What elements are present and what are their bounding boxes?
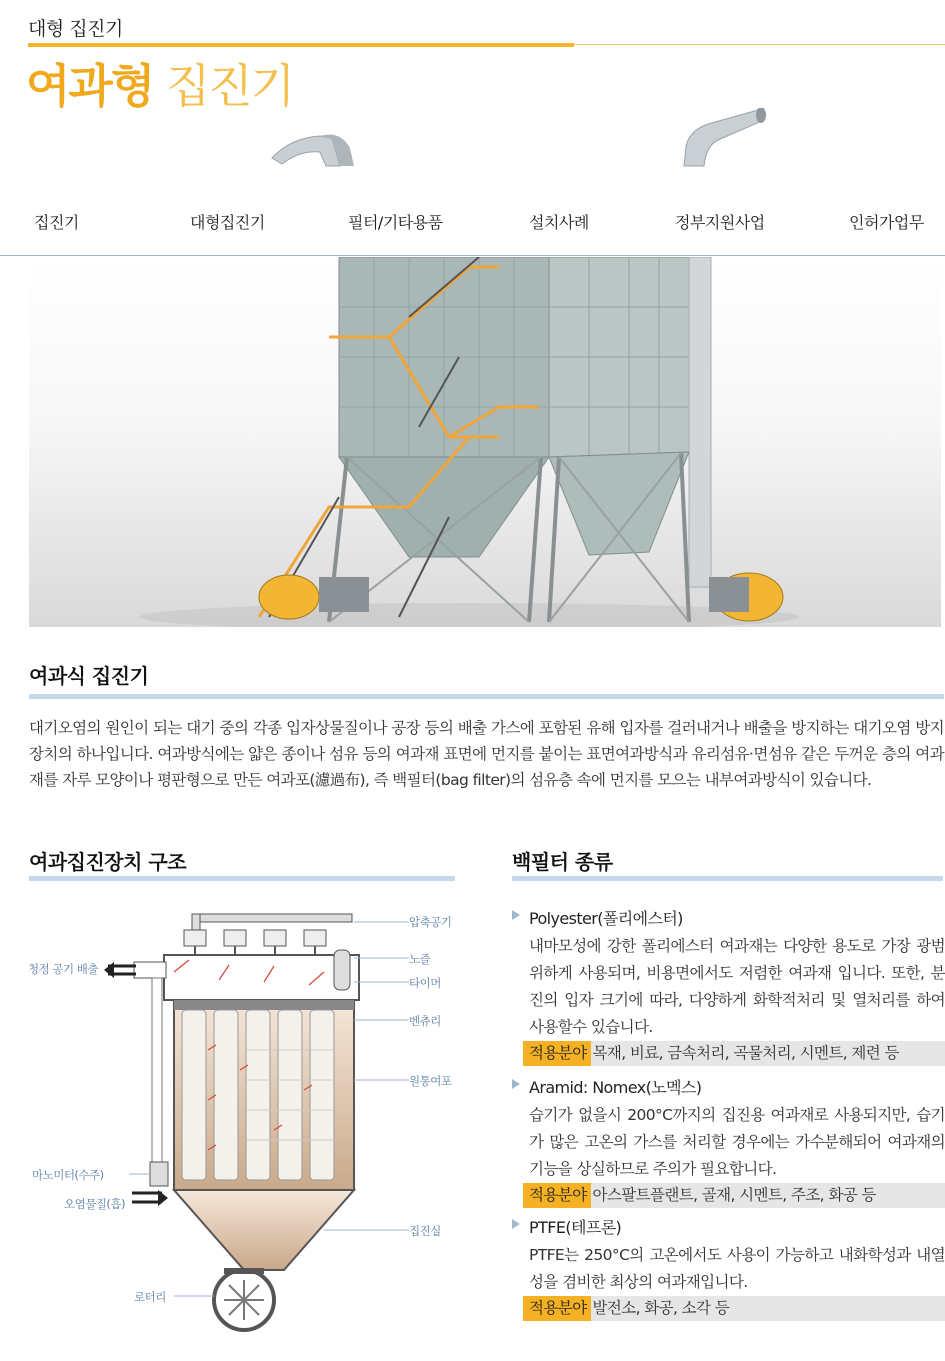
label-nozzle: 노즐 [409, 952, 431, 966]
header-thin-line [574, 44, 945, 45]
nav-item-dust-collector[interactable]: 집진기 [34, 213, 79, 232]
application-tag: 적용분야 [523, 1296, 591, 1321]
nav-item-government-support[interactable]: 정부지원사업 [675, 213, 765, 232]
bagfilter-item-ptfe [512, 1215, 945, 1321]
nav-item-permits[interactable]: 인허가업무 [849, 213, 924, 232]
nav-item-installations[interactable]: 설치사례 [529, 213, 589, 232]
bagfilter-name-text: Aramid: Nomex(노멕스) [529, 1078, 702, 1097]
dust-collector-illustration [29, 257, 941, 627]
label-dust-chamber: 집진실 [409, 1224, 441, 1238]
duct-pipe-left [270, 128, 360, 168]
bagfilter-apps [523, 1296, 945, 1321]
header-accent-line [28, 43, 574, 47]
intro-text: 대기오염의 원인이 되는 대기 중의 각종 입자상물질이나 공장 등의 배출 가스에 포함된 유해 입자를 걸러내거나 배출을 방지하는 대기오염 방지 장치의 하나입니다. 여과방식에는 얇은 종이나 섬유 등의 여과재 표면에 먼지를 붙이는 표면여과방식과 유리섬유·면섬유 같은 두꺼운 층의 여과재를 자루 모양이나 평판형으로 만든 여과포(濾過布), 즉 백필터(bag filter)의 섬유층 속에 먼지를 모으는 내부여과방식이 있습니다. [29, 719, 944, 789]
application-tag: 적용분야 [523, 1041, 591, 1066]
bagfilter-name [512, 1075, 945, 1098]
main-nav [0, 196, 945, 256]
structure-title: 여과집진장치 구조 [29, 850, 187, 874]
bagfilter-item-nomex [512, 1075, 945, 1208]
bagfilter-name-text: PTFE(테프론) [529, 1218, 622, 1237]
page-title-light: 집진기 [165, 59, 294, 113]
bagfilter-name [512, 1215, 945, 1238]
bagfilter-apps [523, 1183, 945, 1208]
hero-image [29, 257, 941, 627]
label-rotary: 로터리 [134, 1290, 166, 1304]
intro-title: 여과식 집진기 [29, 664, 149, 688]
label-compressed-air: 압축공기 [409, 915, 452, 929]
breadcrumb: 대형 집진기 [28, 18, 123, 40]
application-list: 아스팔트플랜트, 골재, 시멘트, 주조, 화공 등 [592, 1186, 876, 1204]
triangle-bullet-icon [512, 1079, 520, 1089]
label-manometer: 마노미터(수주) [32, 1168, 104, 1182]
bagfilter-desc: 습기가 없을시 200°C까지의 집진용 여과재로 사용되지만, 습기가 많은 고온의 가스를 처리할 경우에는 가수분해되어 여과재의 기능을 상실하므로 주의가 필요합니다. [529, 1106, 945, 1178]
triangle-bullet-icon [512, 1219, 520, 1229]
bagfilter-desc: PTFE는 250°C의 고온에서도 사용이 가능하고 내화학성과 내열성을 겸비한 최상의 여과재입니다. [529, 1246, 945, 1291]
intro-rule [29, 694, 944, 699]
label-timer: 타이머 [409, 976, 441, 990]
application-list: 발전소, 화공, 소각 등 [592, 1299, 730, 1317]
bagfilter-rule [512, 876, 943, 881]
nav-item-large-dust-collector[interactable]: 대형집진기 [190, 213, 265, 232]
triangle-bullet-icon [512, 910, 520, 920]
application-tag: 적용분야 [523, 1183, 591, 1208]
bagfilter-apps [523, 1041, 945, 1066]
label-venturi: 벤츄리 [409, 1014, 441, 1028]
bagfilter-name-text: Polyester(폴리에스터) [529, 909, 683, 928]
page-title [26, 58, 293, 114]
label-clean-air-out: 청정 공기 배출 [28, 962, 98, 976]
structure-diagram [24, 900, 464, 1340]
application-list: 목재, 비료, 금속처리, 곡물처리, 시멘트, 제련 등 [592, 1044, 899, 1062]
bagfilter-item-polyester [512, 906, 945, 1066]
label-cylinder-filter: 원통여포 [409, 1074, 452, 1088]
page-title-strong: 여과형 [26, 59, 154, 113]
structure-rule [29, 876, 455, 881]
duct-pipe-right [678, 108, 768, 168]
bagfilter-title: 백필터 종류 [512, 850, 613, 874]
nav-item-filters[interactable]: 필터/기타용품 [348, 213, 443, 232]
label-contaminant-in: 오염물질(흡) [64, 1197, 126, 1211]
bagfilter-name [512, 906, 945, 929]
bagfilter-desc: 내마모성에 강한 폴리에스터 여과재는 다양한 용도로 가장 광범위하게 사용되며, 비용면에서도 저렴한 여과재 입니다. 또한, 분진의 입자 크기에 따라, 다양하게 화학적처리 및 열처리를 하여 사용할수 있습니다. [529, 937, 945, 1036]
